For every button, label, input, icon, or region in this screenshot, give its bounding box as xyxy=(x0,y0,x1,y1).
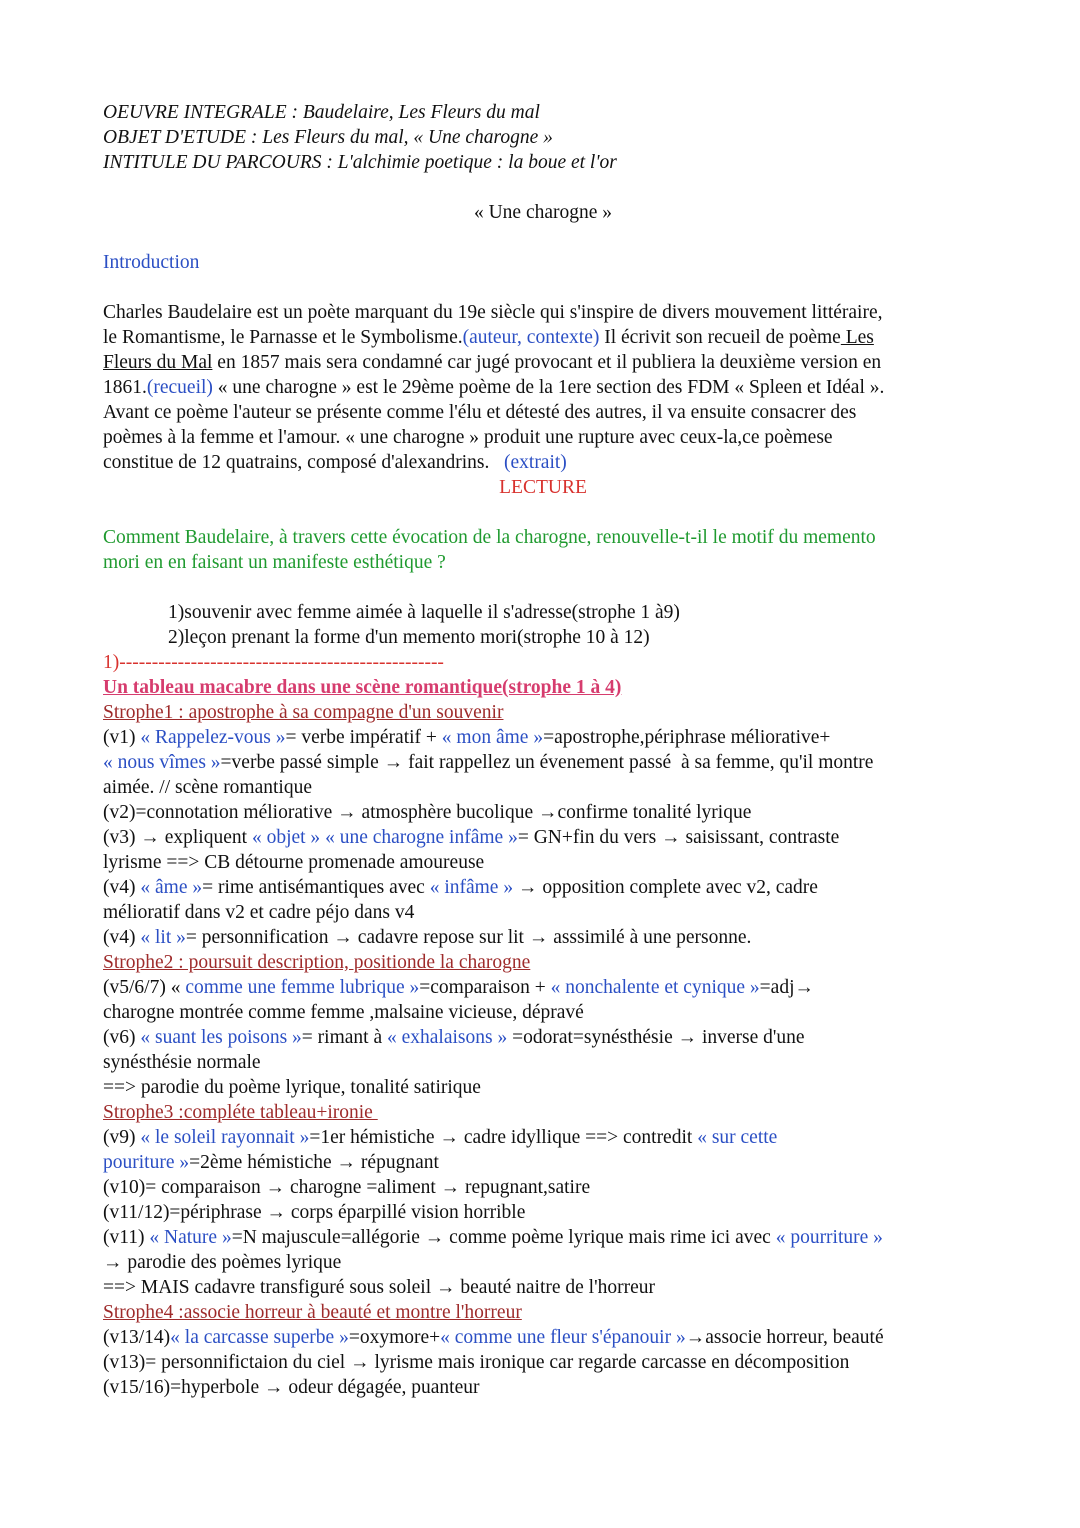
comment: = verbe impératif + xyxy=(285,727,442,748)
intro-line: poèmes à la femme et l'amour. « une charogne » produit une rupture avec ceux-la,ce poèmese xyxy=(103,427,833,448)
strophe4-title: Strophe4 :associe horreur à beauté et montre l'horreur xyxy=(103,1302,522,1323)
intro-text: « une charogne » est le 29ème poème de la 1ere section des FDM « Spleen et Idéal ». xyxy=(212,377,885,398)
plan-item-2: 2)leçon prenant la forme d'un memento mori(strophe 10 à 12) xyxy=(168,627,650,648)
analysis-line xyxy=(103,1325,983,1350)
intro-line: Avant ce poème l'auteur se présente comme l'élu et détesté des autres, il va ensuite consacrer des xyxy=(103,402,857,423)
quote: « pourriture » xyxy=(775,1227,883,1248)
analysis-line xyxy=(103,1150,983,1175)
quote: « Nature » xyxy=(149,1227,232,1248)
strophe1-title: Strophe1 : apostrophe à sa compagne d'un souvenir xyxy=(103,702,504,723)
comment: =apostrophe,périphrase méliorative+ xyxy=(543,727,831,748)
verse-ref: (v5/6/7) « xyxy=(103,977,186,998)
strophe3-title: Strophe3 :compléte tableau+ironie xyxy=(103,1102,378,1123)
header-oeuvre: OEUVRE INTEGRALE : Baudelaire, Les Fleurs du mal xyxy=(103,102,540,123)
verse-ref: (v1) xyxy=(103,727,141,748)
analysis-line: mélioratif dans v2 et cadre péjo dans v4 xyxy=(103,902,415,923)
verse-ref: (v4) xyxy=(103,877,141,898)
quote: « nous vîmes » xyxy=(103,752,221,773)
book-title-part: Les xyxy=(840,327,874,348)
analysis-line: synésthésie normale xyxy=(103,1052,261,1073)
comment: =N majuscule=allégorie → comme poème lyrique mais rime ici avec xyxy=(231,1227,776,1248)
analysis-line: aimée. // scène romantique xyxy=(103,777,312,798)
quote: « le soleil rayonnait » xyxy=(140,1127,310,1148)
verse-ref: (v13/14) xyxy=(103,1327,171,1348)
comment: =odorat=synésthésie → inverse d'une xyxy=(507,1027,805,1048)
comment: =oxymore+ xyxy=(348,1327,441,1348)
strophe2-title: Strophe2 : poursuit description, positionde la charogne xyxy=(103,952,531,973)
analysis-line xyxy=(103,925,983,950)
intro-heading: Introduction xyxy=(103,252,200,273)
problematique-line: Comment Baudelaire, à travers cette évocation de la charogne, renouvelle-t-il le motif du memento xyxy=(103,527,876,548)
analysis-line: (v15/16)=hyperbole → odeur dégagée, puanteur xyxy=(103,1377,480,1398)
comment: = rimant à xyxy=(301,1027,387,1048)
lecture-heading: LECTURE xyxy=(499,477,587,498)
comment: → opposition complete avec v2, cadre xyxy=(513,877,818,898)
quote: pouriture » xyxy=(103,1152,190,1173)
analysis-line xyxy=(103,875,983,900)
analysis-line: lyrisme ==> CB détourne promenade amoureuse xyxy=(103,852,485,873)
comment: →associe horreur, beauté xyxy=(685,1327,884,1348)
annotation-auteur-contexte: (auteur, contexte) xyxy=(462,327,600,348)
comment: = GN+fin du vers → saisissant, contraste xyxy=(517,827,840,848)
analysis-line xyxy=(103,975,983,1000)
verse-ref: (v11) xyxy=(103,1227,150,1248)
verse-ref: (v6) xyxy=(103,1027,141,1048)
analysis-line xyxy=(103,1025,983,1050)
verse-ref: (v4) xyxy=(103,927,141,948)
analysis-line xyxy=(103,825,983,850)
part1-marker: 1)-------------------------------------------------- xyxy=(103,652,444,673)
annotation-recueil: (recueil) xyxy=(146,377,213,398)
intro-text: le Romantisme, le Parnasse et le Symbolisme. xyxy=(103,327,463,348)
annotation-extrait: (extrait) xyxy=(504,452,567,473)
analysis-line: (v2)=connotation méliorative → atmosphère bucolique →confirme tonalité lyrique xyxy=(103,802,752,823)
comment: =2ème hémistiche → répugnant xyxy=(189,1152,439,1173)
quote: « infâme » xyxy=(429,877,514,898)
quote: « la carcasse superbe » xyxy=(170,1327,349,1348)
intro-text: en 1857 mais sera condamné car jugé provocant et il publiera la deuxième version en xyxy=(212,352,882,373)
comment: =comparaison + xyxy=(419,977,551,998)
comment: =verbe passé simple → fait rappellez un évenement passé à sa femme, qu'il montre xyxy=(220,752,874,773)
quote: « âme » xyxy=(140,877,203,898)
plan-item-1: 1)souvenir avec femme aimée à laquelle il s'adresse(strophe 1 à9) xyxy=(168,602,680,623)
analysis-line: → parodie des poèmes lyrique xyxy=(103,1252,342,1273)
quote: « exhalaisons » xyxy=(386,1027,508,1048)
intro-text: 1861. xyxy=(103,377,147,398)
intro-text: constitue de 12 quatrains, composé d'alexandrins. xyxy=(103,452,504,473)
analysis-line: charogne montrée comme femme ,malsaine vicieuse, dépravé xyxy=(103,1002,584,1023)
analysis-line: (v13)= personnifictaion du ciel → lyrisme mais ironique car regarde carcasse en décomposition xyxy=(103,1352,850,1373)
part1-title: Un tableau macabre dans une scène romantique(strophe 1 à 4) xyxy=(103,677,622,698)
problematique-line: mori en en faisant un manifeste esthétique ? xyxy=(103,552,446,573)
analysis-line xyxy=(103,750,983,775)
intro-line xyxy=(103,375,983,400)
header-objet: OBJET D'ETUDE : Les Fleurs du mal, « Une charogne » xyxy=(103,127,553,148)
intro-line xyxy=(103,450,983,475)
intro-line xyxy=(103,325,983,350)
comment: = rime antisémantiques avec xyxy=(202,877,430,898)
quote: « nonchalente et cynique » xyxy=(550,977,760,998)
quote: « une charogne infâme » xyxy=(325,827,518,848)
intro-line xyxy=(103,350,983,375)
quote: comme une femme lubrique » xyxy=(185,977,420,998)
analysis-line: (v11/12)=périphrase → corps éparpillé vision horrible xyxy=(103,1202,526,1223)
quote: « lit » xyxy=(140,927,186,948)
verse-ref: (v3) → expliquent xyxy=(103,827,252,848)
intro-text: Il écrivit son recueil de poème xyxy=(599,327,841,348)
comment: =1er hémistiche → cadre idyllique ==> contredit xyxy=(309,1127,698,1148)
quote: « comme une fleur s'épanouir » xyxy=(440,1327,686,1348)
quote: « mon âme » xyxy=(441,727,544,748)
document-title: « Une charogne » xyxy=(473,202,613,223)
analysis-line xyxy=(103,1125,983,1150)
quote: « suant les poisons » xyxy=(140,1027,302,1048)
comment: =adj→ xyxy=(759,977,814,998)
quote: « Rappelez-vous » xyxy=(140,727,286,748)
book-title-part: Fleurs du Mal xyxy=(103,352,213,373)
quote: « objet » xyxy=(251,827,321,848)
quote: « sur cette xyxy=(697,1127,778,1148)
header-parcours: INTITULE DU PARCOURS : L'alchimie poetique : la boue et l'or xyxy=(103,152,617,173)
analysis-line xyxy=(103,1225,983,1250)
document-page xyxy=(103,100,983,1400)
analysis-line: ==> parodie du poème lyrique, tonalité satirique xyxy=(103,1077,481,1098)
comment: = personnification → cadavre repose sur lit → asssimilé à une personne. xyxy=(185,927,752,948)
analysis-line xyxy=(103,725,983,750)
analysis-line: ==> MAIS cadavre transfiguré sous soleil → beauté naitre de l'horreur xyxy=(103,1277,655,1298)
analysis-line: (v10)= comparaison → charogne =aliment → repugnant,satire xyxy=(103,1177,591,1198)
intro-line: Charles Baudelaire est un poète marquant du 19e siècle qui s'inspire de divers mouvement littéraire, xyxy=(103,302,883,323)
verse-ref: (v9) xyxy=(103,1127,141,1148)
